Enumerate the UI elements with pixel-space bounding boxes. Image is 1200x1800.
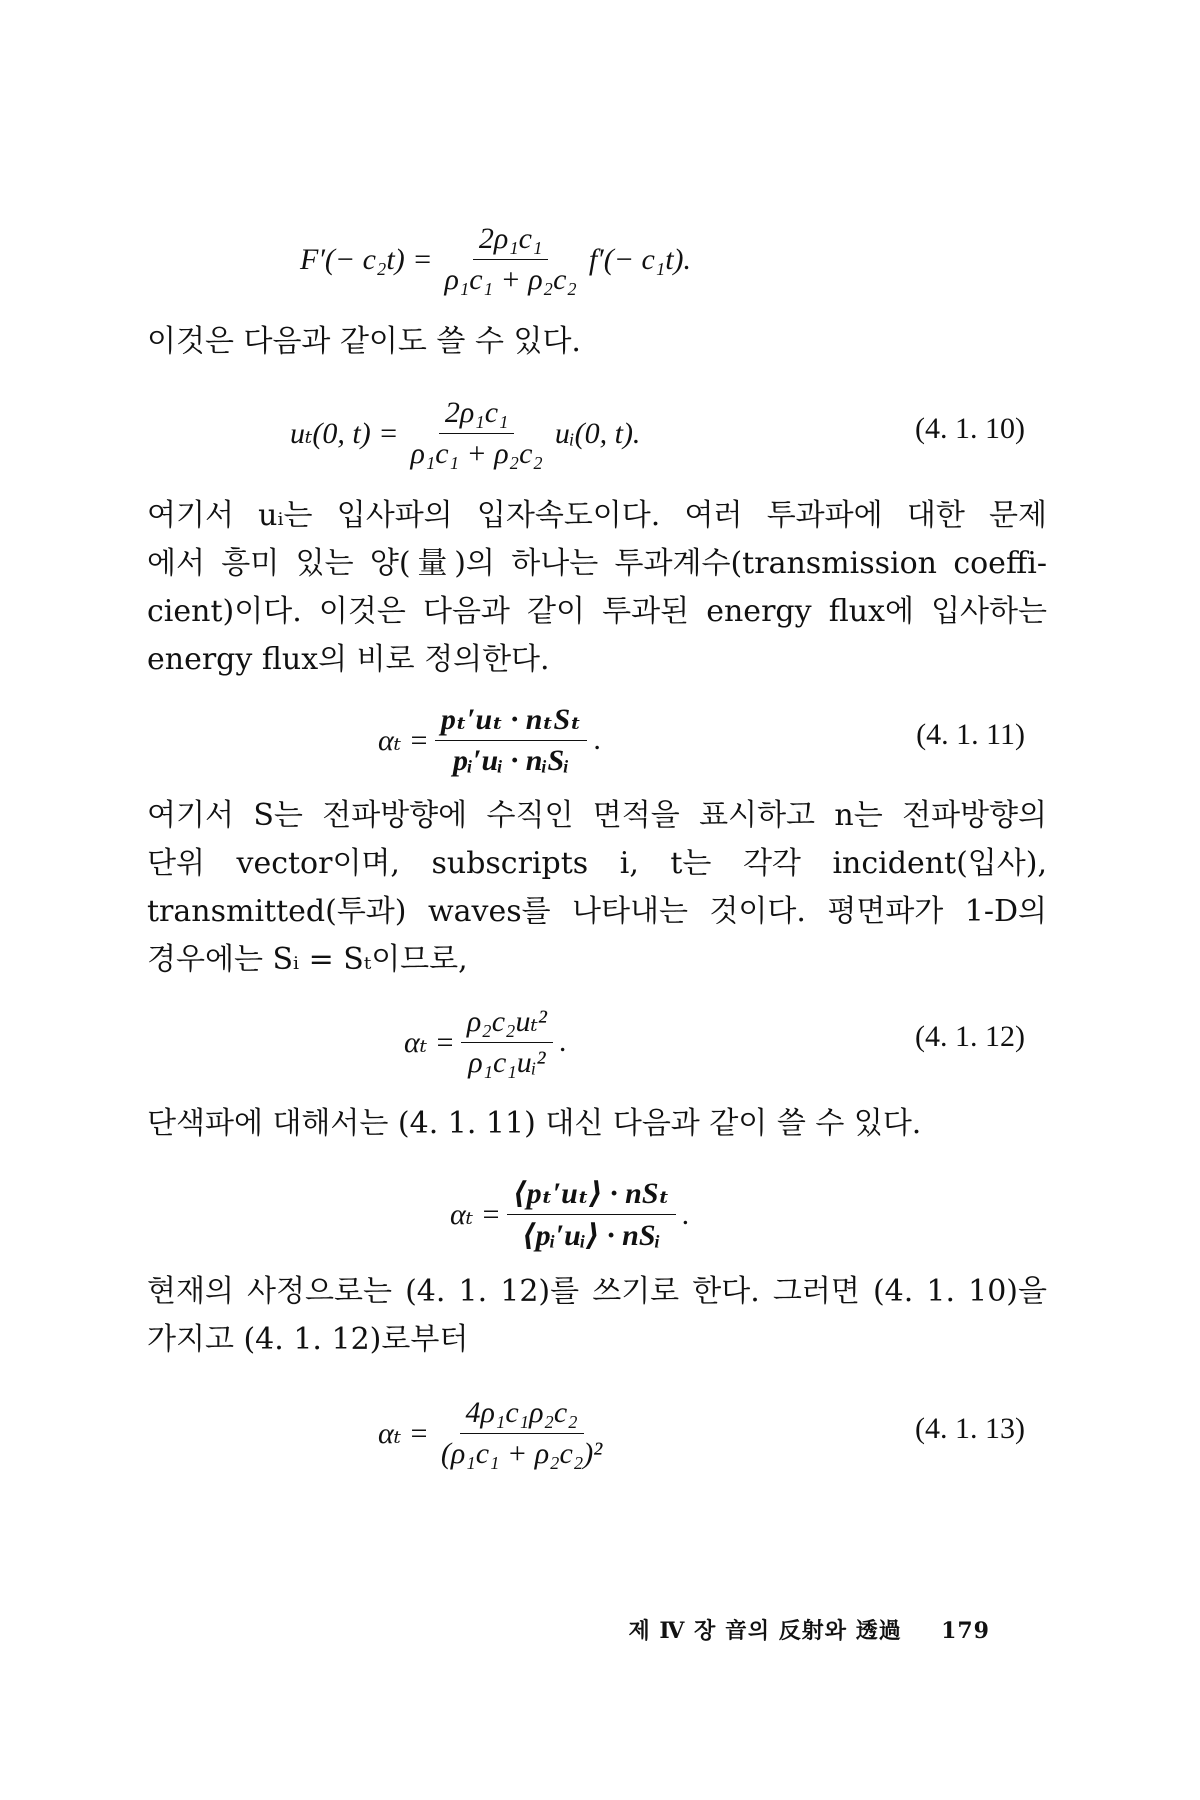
fraction-denominator: ρ₁c₁ + ρ₂c₂ xyxy=(444,263,577,296)
fraction-denominator: ⟨pᵢ′uᵢ⟩ · nSᵢ xyxy=(521,1219,661,1252)
fraction-numerator: 2ρ₁c₁ xyxy=(473,222,549,260)
equation-number: (4. 1. 10) xyxy=(915,412,1025,445)
equation-fraction xyxy=(507,1176,676,1253)
equation-fraction xyxy=(404,396,548,471)
equation-rhs: . xyxy=(558,1025,567,1058)
paragraph-4 xyxy=(147,1100,1047,1148)
text-line: 에서 흥미 있는 양(量)의 하나는 투과계수(transmission coeffi- xyxy=(147,546,1047,581)
fraction-denominator: ρ₁c₁uᵢ² xyxy=(468,1046,546,1079)
equation-number: (4. 1. 13) xyxy=(915,1412,1025,1445)
paragraph-2 xyxy=(147,492,1047,684)
running-head: 제 Ⅳ 장 音의 反射와 透過 xyxy=(628,1618,902,1644)
equation-fraction xyxy=(438,222,582,297)
equation-fraction xyxy=(435,702,587,778)
fraction-numerator: ⟨pₜ′uₜ⟩ · nSₜ xyxy=(507,1176,676,1215)
fraction-denominator: (ρ₁c₁ + ρ₂c₂)² xyxy=(440,1437,603,1470)
equation-fraction xyxy=(461,1004,553,1080)
equation-monochromatic xyxy=(450,1176,689,1253)
text-line: 여기서 S는 전파방향에 수직인 면적을 표시하고 n는 전파방향의 xyxy=(147,798,1047,833)
text-line: 여기서 uᵢ는 입사파의 입자속도이다. 여러 투과파에 대한 문제 xyxy=(147,498,1047,533)
fraction-numerator: 2ρ₁c₁ xyxy=(439,396,515,434)
fraction-denominator: pᵢ′uᵢ · nᵢSᵢ xyxy=(452,744,570,777)
paragraph-3 xyxy=(147,792,1047,984)
paragraph-5 xyxy=(147,1268,1047,1364)
text-line: transmitted(투과) waves를 나타내는 것이다. 평면파가 1-D의 xyxy=(147,894,1047,929)
equation-4-1-10 xyxy=(290,396,640,471)
page-number: 179 xyxy=(941,1618,990,1644)
equation-rhs: uᵢ(0, t). xyxy=(554,416,641,450)
equation-number: (4. 1. 12) xyxy=(915,1020,1025,1053)
text-line: 가지고 (4. 1. 12)로부터 xyxy=(147,1322,469,1357)
equation-lhs: αₜ = xyxy=(378,723,429,757)
fraction-numerator: 4ρ₁c₁ρ₂c₂ xyxy=(460,1396,584,1434)
equation-rhs: . xyxy=(681,1197,690,1231)
equation-4-1-12 xyxy=(404,1004,566,1080)
equation-rhs: . xyxy=(593,723,601,756)
fraction-numerator: ρ₂c₂uₜ² xyxy=(461,1004,553,1043)
equation-4-1-11 xyxy=(378,702,601,778)
equation-lhs: αₜ = xyxy=(450,1198,501,1231)
page-footer xyxy=(628,1614,990,1645)
text-line: 현재의 사정으로는 (4. 1. 12)를 쓰기로 한다. 그러면 (4. 1. 10)을 xyxy=(147,1274,1047,1309)
equation-rhs: f′(− c₁t). xyxy=(588,242,692,276)
text-line: 경우에는 Sᵢ = Sₜ이므로, xyxy=(147,942,468,977)
text-line: 이것은 다음과 같이도 쓸 수 있다. xyxy=(147,324,581,359)
text-line: energy flux의 비로 정의한다. xyxy=(147,642,550,677)
equation-fraction xyxy=(435,1396,608,1471)
equation-lhs: αₜ = xyxy=(378,1417,429,1450)
equation-lhs: αₜ = xyxy=(404,1025,455,1059)
text-line: cient)이다. 이것은 다음과 같이 투과된 energy flux에 입사하는 xyxy=(147,594,1047,629)
equation-4-1-13 xyxy=(378,1396,614,1471)
text-line: 단위 vector이며, subscripts i, t는 각각 incident(입사), xyxy=(147,846,1047,881)
fraction-denominator: ρ₁c₁ + ρ₂c₂ xyxy=(410,437,543,470)
equation-lhs: F′(− c₂t) = xyxy=(300,242,433,276)
equation-number: (4. 1. 11) xyxy=(916,718,1025,751)
equation-lhs: uₜ(0, t) = xyxy=(290,417,399,450)
equation-top xyxy=(300,222,691,297)
text-line: 단색파에 대해서는 (4. 1. 11) 대신 다음과 같이 쓸 수 있다. xyxy=(147,1106,922,1141)
paragraph-1 xyxy=(147,318,1047,366)
fraction-numerator: pₜ′uₜ · nₜSₜ xyxy=(435,702,587,741)
